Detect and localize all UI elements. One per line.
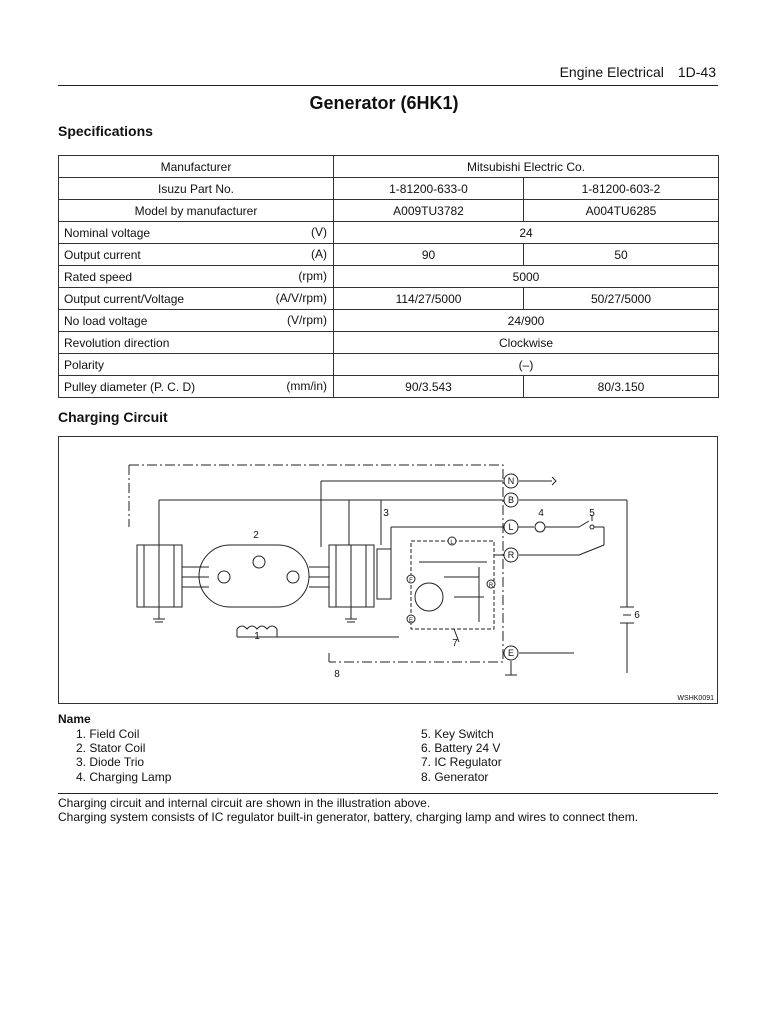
spec-label-cell xyxy=(59,266,334,288)
spec-unit: (V/rpm) xyxy=(287,313,327,327)
name-item: 8. Generator xyxy=(421,770,489,784)
callout-2: 2 xyxy=(253,530,259,541)
spec-label: No load voltage xyxy=(64,313,148,328)
spec-value: 24 xyxy=(334,222,719,244)
spec-label-cell xyxy=(59,376,334,398)
spec-value: 50 xyxy=(524,244,719,266)
header-rule xyxy=(58,85,718,86)
spec-row xyxy=(59,288,719,310)
spec-label: Output current/Voltage xyxy=(64,291,185,306)
ic-terminal-E: E xyxy=(408,618,414,624)
spec-unit: (rpm) xyxy=(298,269,327,283)
spec-value: 1-81200-633-0 xyxy=(334,178,524,200)
terminal-E: E xyxy=(507,648,515,658)
section-name: Engine Electrical xyxy=(559,64,664,80)
spec-unit: (mm/in) xyxy=(286,379,327,393)
spec-row xyxy=(59,200,719,222)
spec-row xyxy=(59,178,719,200)
spec-value: Mitsubishi Electric Co. xyxy=(334,156,719,178)
spec-label: Revolution direction xyxy=(64,335,170,350)
circuit-schematic xyxy=(59,437,719,705)
page-header xyxy=(560,64,716,80)
spec-label: Output current xyxy=(64,247,141,262)
spec-row xyxy=(59,310,719,332)
spec-label: Nominal voltage xyxy=(64,225,151,240)
spec-row xyxy=(59,376,719,398)
figure-code: WSHK0091 xyxy=(677,695,714,702)
spec-label: Isuzu Part No. xyxy=(59,178,334,200)
spec-label: Model by manufacturer xyxy=(59,200,334,222)
spec-unit: (A) xyxy=(311,247,327,261)
note-line: Charging circuit and internal circuit are shown in the illustration above. xyxy=(58,796,431,810)
page-number: 1D-43 xyxy=(677,64,716,80)
specifications-table xyxy=(58,155,719,398)
callout-1: 1 xyxy=(254,631,260,642)
name-item: 1. Field Coil xyxy=(76,727,140,741)
spec-label: Rated speed xyxy=(64,269,133,284)
spec-unit: (V) xyxy=(311,225,327,239)
spec-label-cell xyxy=(59,288,334,310)
callout-8: 8 xyxy=(334,669,340,680)
callout-5: 5 xyxy=(589,508,595,519)
terminal-N: N xyxy=(507,476,515,486)
spec-value: A009TU3782 xyxy=(334,200,524,222)
page-title: Generator (6HK1) xyxy=(309,93,459,113)
charging-circuit-diagram xyxy=(58,436,718,704)
spec-row xyxy=(59,332,719,354)
notes-rule xyxy=(58,793,718,794)
spec-row xyxy=(59,222,719,244)
terminal-L: L xyxy=(508,522,514,532)
terminal-R: R xyxy=(507,550,515,560)
name-item: 5. Key Switch xyxy=(421,727,494,741)
spec-value: 24/900 xyxy=(334,310,719,332)
ic-terminal-F: F xyxy=(409,578,413,584)
spec-label: Manufacturer xyxy=(59,156,334,178)
spec-value: 90/3.543 xyxy=(334,376,524,398)
spec-row xyxy=(59,244,719,266)
spec-label: Pulley diameter (P. C. D) xyxy=(64,379,196,394)
spec-label-cell xyxy=(59,332,334,354)
name-item: 3. Diode Trio xyxy=(76,755,145,769)
ic-terminal-R: R xyxy=(488,583,494,589)
spec-label-cell xyxy=(59,222,334,244)
names-heading: Name xyxy=(58,712,91,726)
charging-circuit-heading: Charging Circuit xyxy=(58,409,168,425)
spec-label: Polarity xyxy=(64,357,105,372)
spec-label-cell xyxy=(59,354,334,376)
callout-3: 3 xyxy=(383,508,389,519)
spec-label-cell xyxy=(59,244,334,266)
ic-terminal-L: L xyxy=(450,540,454,546)
name-item: 7. IC Regulator xyxy=(421,755,502,769)
spec-row xyxy=(59,266,719,288)
spec-unit: (A/V/rpm) xyxy=(275,291,327,305)
spec-value: 90 xyxy=(334,244,524,266)
spec-value: 114/27/5000 xyxy=(334,288,524,310)
callout-4: 4 xyxy=(538,508,544,519)
callout-6: 6 xyxy=(634,610,640,621)
spec-value: 5000 xyxy=(334,266,719,288)
spec-value: (–) xyxy=(334,354,719,376)
spec-value: 80/3.150 xyxy=(524,376,719,398)
specifications-heading: Specifications xyxy=(58,123,153,139)
spec-row xyxy=(59,156,719,178)
spec-value: Clockwise xyxy=(334,332,719,354)
name-item: 2. Stator Coil xyxy=(76,741,146,755)
name-item: 4. Charging Lamp xyxy=(76,770,172,784)
spec-value: 1-81200-603-2 xyxy=(524,178,719,200)
note-line: Charging system consists of IC regulator built-in generator, battery, charging lamp and wires to connect them. xyxy=(58,810,639,824)
callout-7: 7 xyxy=(452,638,458,649)
terminal-B: B xyxy=(507,495,515,505)
name-item: 6. Battery 24 V xyxy=(421,741,501,755)
spec-row xyxy=(59,354,719,376)
spec-label-cell xyxy=(59,310,334,332)
spec-value: 50/27/5000 xyxy=(524,288,719,310)
spec-value: A004TU6285 xyxy=(524,200,719,222)
